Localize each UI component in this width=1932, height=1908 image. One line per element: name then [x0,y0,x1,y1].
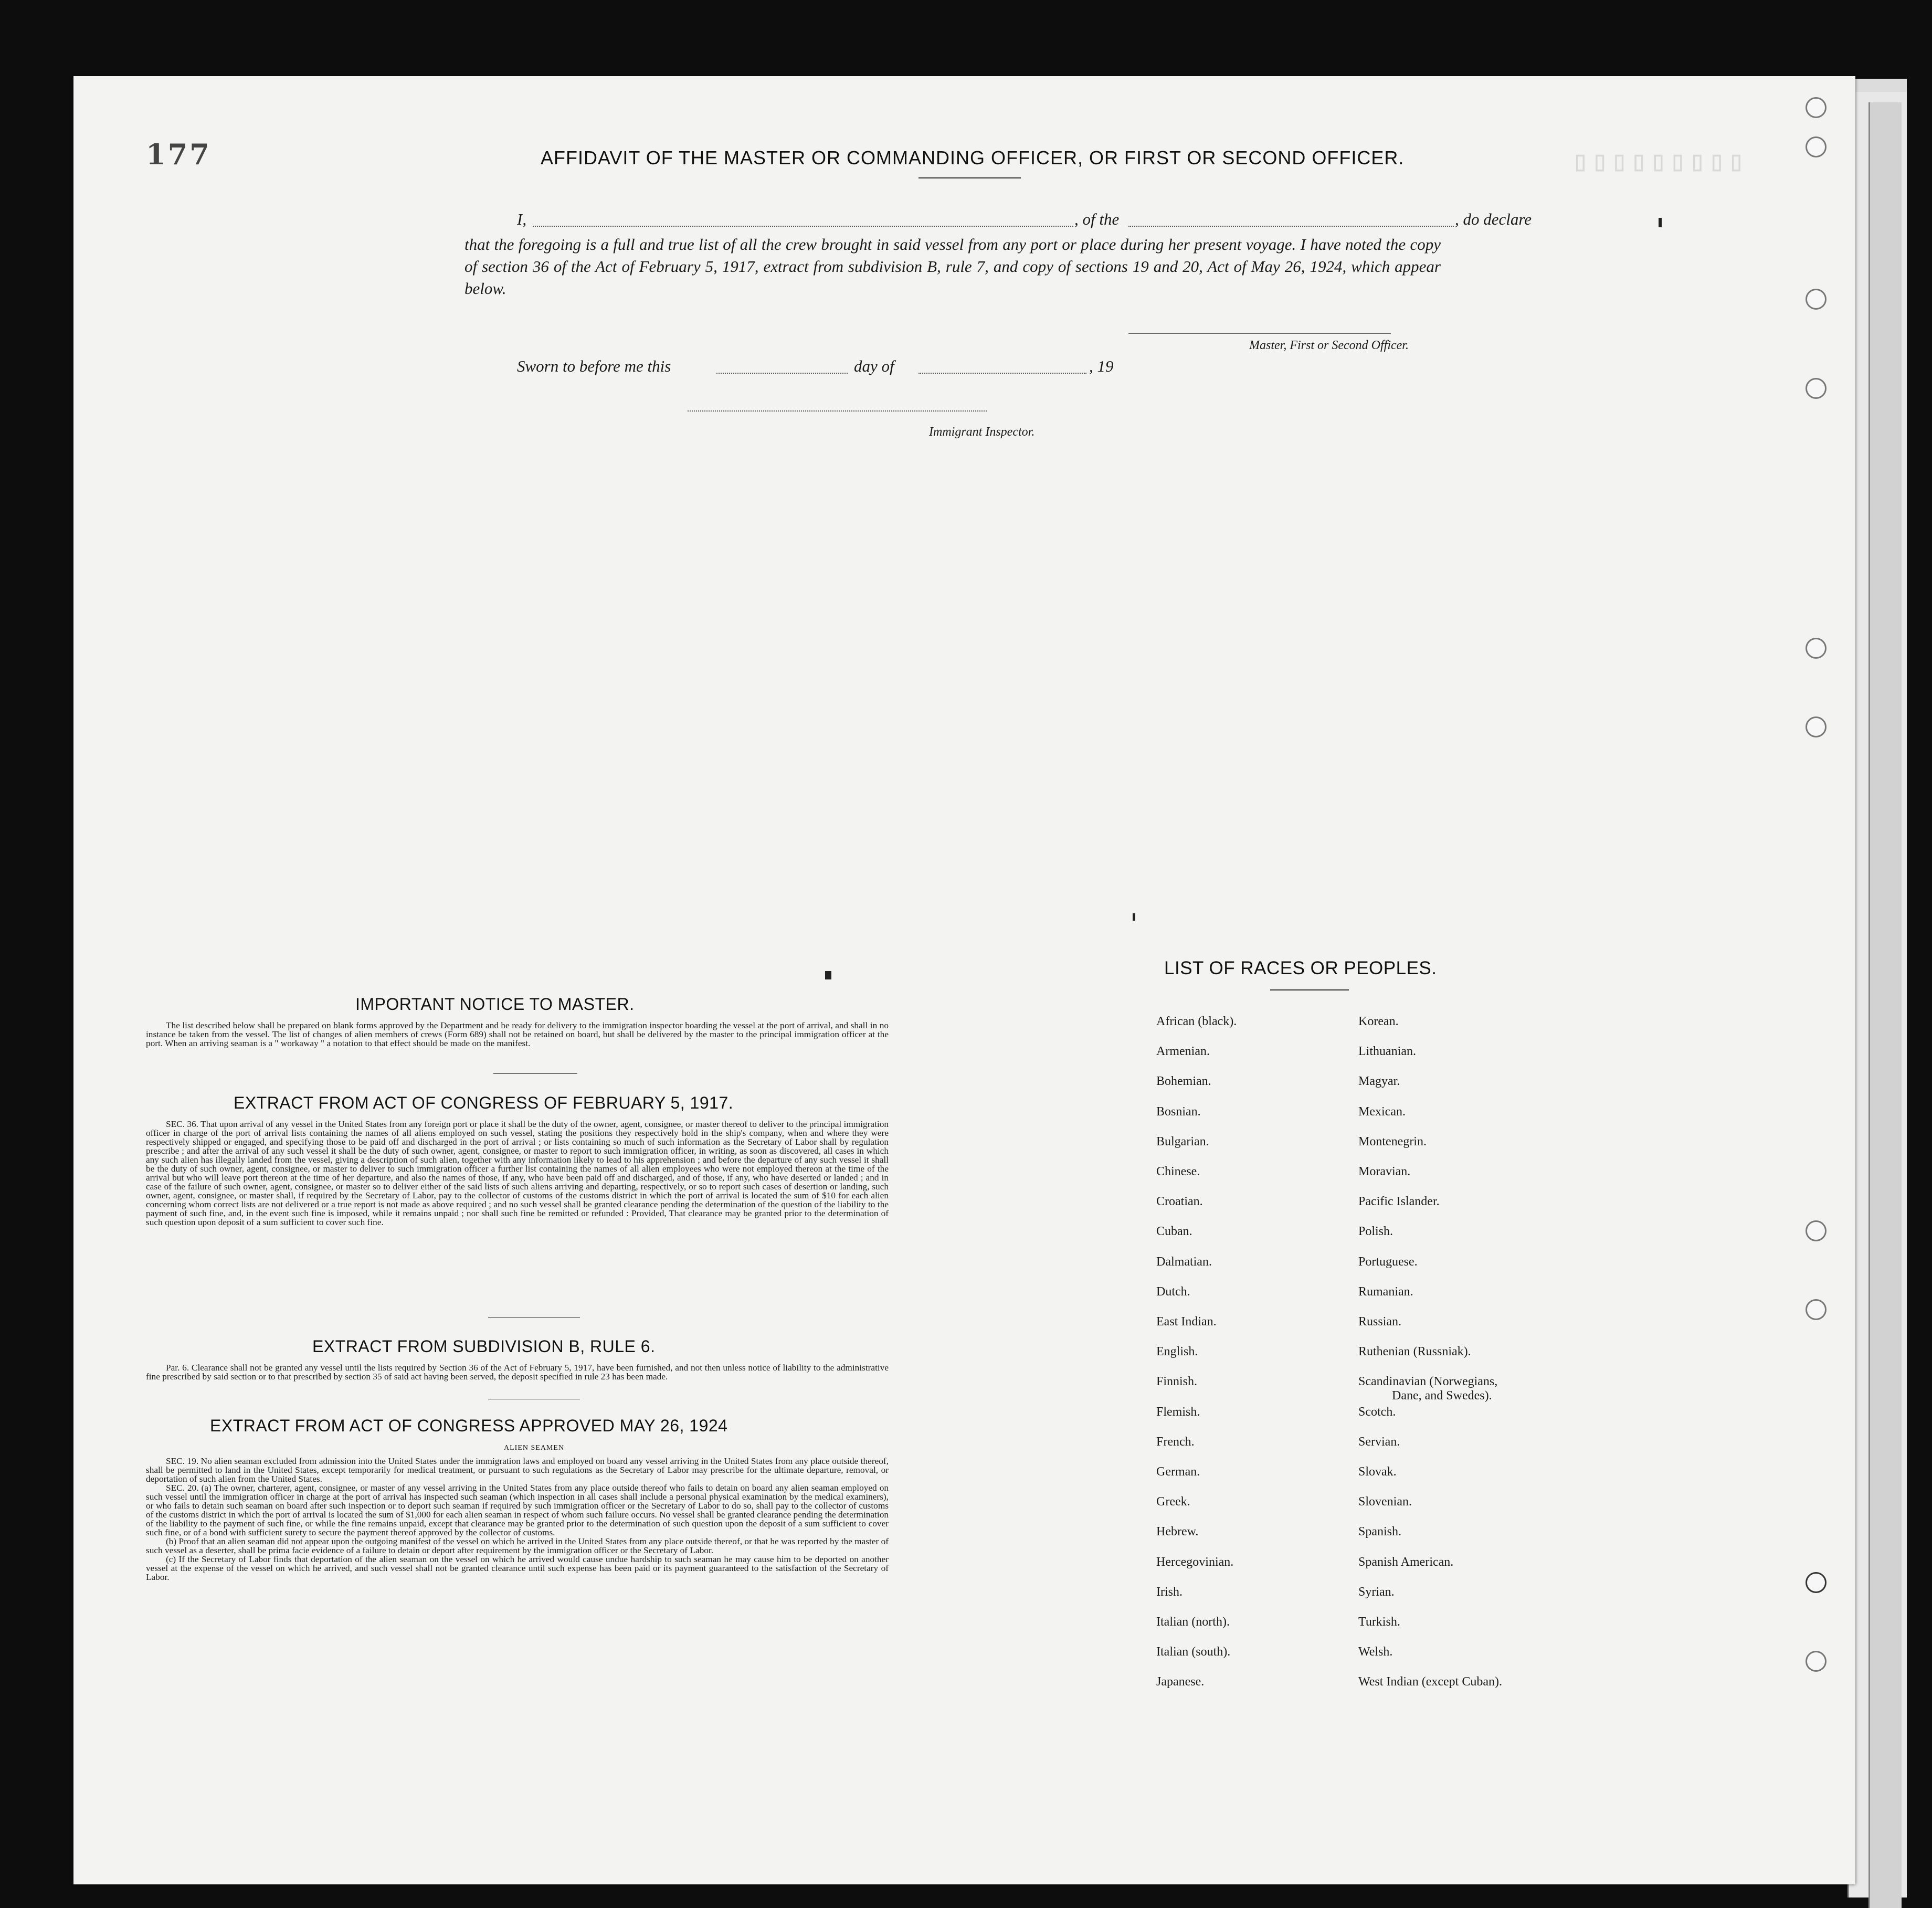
race-item: African (black). [1156,1015,1237,1028]
affidavit-body: that the foregoing is a full and true list of all the crew brought in said vessel from any port or place during her present voyage. I have noted the copy of section 36 of the Act of February 5, 1917, extract from subdivision B, rule 7, and copy of sections 19 and 20, Act of May 26, 1924, which appear below. [464,235,1441,298]
race-item: Moravian. [1358,1165,1411,1178]
race-item: Spanish. [1358,1525,1402,1539]
races-title: LIST OF RACES OR PEOPLES. [1164,958,1437,978]
sec-20a-paragraph: SEC. 20. (a) The owner, charterer, agent, consignee, or master of any vessel arriving in the United States from any place outside thereof who fails to detain on board any alien seaman employed on such vessel until the immigration officer in charge at the port of arrival has inspected such seaman (which inspection in all cases shall include a personal physical examination by the medical examiners), or who fails to detain such seaman on board after such inspection or to deport such seaman if required by such immigration officer or the Secretary of Labor to do so, shall pay to the collector of customs of the customs district in which the port of arrival is located the sum of $1,000 for each alien seaman in respect of whom such failure occurs. No vessel shall be granted clearance pending the determination of the liability to the payment of such fine, or while the fine remains unpaid, except that clearance may be granted prior to the determination of such question upon the deposit of a sum sufficient to cover such fine, or of a bond with sufficient surety to secure the payment thereof approved by the collector of customs. [146,1483,889,1537]
act-1924-title: EXTRACT FROM ACT OF CONGRESS APPROVED MAY 26, 1924 [210,1416,728,1435]
race-item: Italian (north). [1156,1615,1230,1629]
binder-hole [1806,136,1827,157]
binder-hole [1806,1220,1827,1241]
race-item: Armenian. [1156,1045,1210,1059]
binder-hole [1806,1299,1827,1320]
affidavit-of-the-label: , of the [1074,210,1120,228]
ink-mark [1133,913,1135,921]
race-item: Dane, and Swedes). [1392,1389,1492,1403]
year-label: , 19 [1089,357,1114,375]
name-blank-line[interactable] [533,226,1073,227]
rule-6-title: EXTRACT FROM SUBDIVISION B, RULE 6. [312,1337,656,1356]
affidavit-title: AFFIDAVIT OF THE MASTER OR COMMANDING OFFICER, OR FIRST OR SECOND OFFICER. [541,147,1405,168]
binder-hole [1806,1572,1827,1593]
day-blank-line[interactable] [716,373,848,374]
act-1917-title: EXTRACT FROM ACT OF CONGRESS OF FEBRUARY 5, 1917. [234,1093,734,1112]
race-item: Montenegrin. [1358,1134,1427,1148]
binder-hole [1806,97,1827,118]
race-item: Turkish. [1358,1615,1400,1629]
affidavit-i-label: I, [517,210,527,228]
inspector-signature-line[interactable] [688,410,987,412]
race-item: Greek. [1156,1495,1190,1509]
race-item: Bosnian. [1156,1104,1201,1119]
race-item: Dutch. [1156,1284,1190,1299]
section-rule [488,1317,580,1318]
binder-hole [1806,289,1827,310]
ink-mark [1659,218,1662,227]
race-item: Bulgarian. [1156,1134,1209,1148]
sec-20b-paragraph: (b) Proof that an alien seaman did not appear upon the outgoing manifest of the vessel on which he arrived in the United States from any place outside thereof, or that he was reported by the master of such vessel as a deserter, shall be prima facie evidence of a failure to detain or deport after requirement by the immigration officer or the Secretary of Labor. [146,1536,889,1555]
race-item: Servian. [1358,1435,1400,1449]
sec-19-paragraph: SEC. 19. No alien seaman excluded from admission into the United States under the immigration laws and employed on board any vessel arriving in the United States from any place outside thereof, shall be permitted to land in the United States, except temporarily for medical treatment, or pursuant to such regulations as the Secretary of Labor may prescribe for the ultimate departure, removal, or deportation of such alien from the United States. [146,1456,889,1484]
race-item: Irish. [1156,1585,1183,1599]
master-caption: Master, First or Second Officer. [1249,339,1409,352]
race-item: Portuguese. [1358,1255,1418,1269]
affidavit-declare-label: , do declare [1455,210,1532,228]
race-item: Slovenian. [1358,1495,1412,1509]
race-item: English. [1156,1345,1198,1359]
document-page [73,76,1855,1884]
race-item: Italian (south). [1156,1645,1231,1659]
rule-6-paragraph: Par. 6. Clearance shall not be granted any vessel until the lists required by Section 36 of the Act of February 5, 1917, have been furnished, and not then unless notice of liability to the administrative fine prescribed by said section or to that prescribed by section 35 of said act having been served, the deposit specified in rule 23 has been made. [146,1363,889,1382]
race-item: Hebrew. [1156,1525,1199,1539]
rule-6-body [146,1363,889,1381]
race-item: West Indian (except Cuban). [1358,1675,1502,1689]
race-item: Korean. [1358,1015,1399,1028]
race-item: Russian. [1358,1315,1402,1329]
race-item: Scandinavian (Norwegians, [1358,1375,1498,1389]
race-item: Croatian. [1156,1195,1203,1209]
race-item: Japanese. [1156,1675,1205,1689]
master-signature-line[interactable] [1128,333,1391,334]
notice-paragraph: The list described below shall be prepared on blank forms approved by the Department and be ready for delivery to the immigration inspector boarding the vessel at the port of arrival, and shall in no instance be taken from the vessel. The list of changes of alien members of crews (Form 689) shall not be retained on board, but shall be delivered by the master to the principal immigration officer at the port. When an arriving seaman is a " workaway " a notation to that effect should be made on the manifest. [146,1020,889,1048]
race-item: Cuban. [1156,1225,1192,1239]
vessel-blank-line[interactable] [1128,226,1454,227]
race-item: Magyar. [1358,1074,1400,1089]
race-item: Lithuanian. [1358,1045,1416,1059]
bleed-through: ▯ ▯ ▯ ▯ ▯ ▯ ▯ ▯ ▯ [1575,150,1744,173]
race-item: German. [1156,1465,1200,1479]
act-1924-body [146,1457,889,1582]
race-item: Dalmatian. [1156,1255,1212,1269]
race-item: Syrian. [1358,1585,1395,1599]
binder-hole [1806,378,1827,399]
binder-hole [1806,716,1827,737]
section-rule [493,1073,577,1074]
ink-mark [825,971,831,979]
race-item: Slovak. [1358,1465,1397,1479]
race-item: French. [1156,1435,1195,1449]
day-of-label: day of [854,357,894,375]
notice-title: IMPORTANT NOTICE TO MASTER. [355,995,635,1014]
underlying-sheet [1868,102,1902,1908]
alien-seamen-subtitle: ALIEN SEAMEN [504,1444,565,1452]
binder-hole [1806,638,1827,659]
race-item: Pacific Islander. [1358,1195,1440,1209]
race-item: Chinese. [1156,1165,1200,1178]
race-item: Welsh. [1358,1645,1393,1659]
act-1917-paragraph: SEC. 36. That upon arrival of any vessel in the United States from any foreign port or place it shall be the duty of the owner, agent, consignee, or master thereof to deliver to the principal immigration officer in charge of the port of arrival lists containing the names of all aliens employed on such vessel, stating the positions they respectively hold in the ship's company, when and where they were respectively shipped or engaged, and specifying those to be paid off and discharged in the port of arrival ; or lists containing so much of such information as the Secretary of Labor shall by regulation prescribe ; and after the arrival of any such vessel it shall be the duty of such owner, agent, consignee, or master to report to such immigration officer, in writing, as soon as discovered, all cases in which any such alien has illegally landed from the vessel, giving a description of such alien, together with any information likely to lead to his apprehension ; and before the departure of any such vessel it shall be the duty of such owner, agent, consignee, or master to deliver to such immigration officer a further list containing the names of all alien employees who were not employed thereon at the time of the arrival but who will leave port thereon at the time of her departure, and also the names of those, if any, who have been paid off and discharged, and of those, if any, who have deserted or landed ; and in case of the failure of such owner, agent, consignee, or master so to deliver either of the said lists of such aliens arriving and departing, respectively, or so to report such cases of desertion or landing, such owner, agent, consignee, or master shall, if required by the Secretary of Labor, pay to the collector of customs of the customs district in which the port of arrival is located the sum of $10 for each alien concerning whom correct lists are not delivered or a true report is not made as above required ; and no such vessel shall be granted clearance pending the determination of the question of the liability to the payment of such fine, and, in the event such fine is imposed, while it remains unpaid ; nor shall such fine be remitted or refunded : Provided, That clearance may be granted prior to the determination of such question upon deposit of a sum sufficient to cover such fine. [146,1119,889,1227]
race-item: Polish. [1358,1225,1393,1239]
page-number: 177 [146,138,212,171]
sworn-label: Sworn to before me this [517,357,671,375]
month-blank-line[interactable] [919,373,1086,374]
race-item: Bohemian. [1156,1074,1211,1089]
race-item: Finnish. [1156,1375,1198,1389]
act-1917-body [146,1120,889,1227]
race-item: Ruthenian (Russniak). [1358,1345,1471,1359]
race-item: Scotch. [1358,1405,1396,1419]
race-item: Flemish. [1156,1405,1200,1419]
inspector-caption: Immigrant Inspector. [929,425,1035,439]
sec-20c-paragraph: (c) If the Secretary of Labor finds that deportation of the alien seaman on the vessel on which he arrived would cause undue hardship to such seaman he may cause him to be deported on another vessel at the expense of the vessel on which he arrived, and such vessel shall not be granted clearance until such expense has been paid or its payment guaranteed to the satisfaction of the Secretary of Labor. [146,1554,889,1582]
races-title-rule [1270,989,1349,990]
notice-body [146,1021,889,1048]
race-item: Mexican. [1358,1104,1406,1119]
race-item: Rumanian. [1358,1284,1413,1299]
race-item: Hercegovinian. [1156,1555,1234,1569]
title-rule [919,177,1021,178]
binder-hole [1806,1651,1827,1672]
race-item: East Indian. [1156,1315,1217,1329]
race-item: Spanish American. [1358,1555,1454,1569]
